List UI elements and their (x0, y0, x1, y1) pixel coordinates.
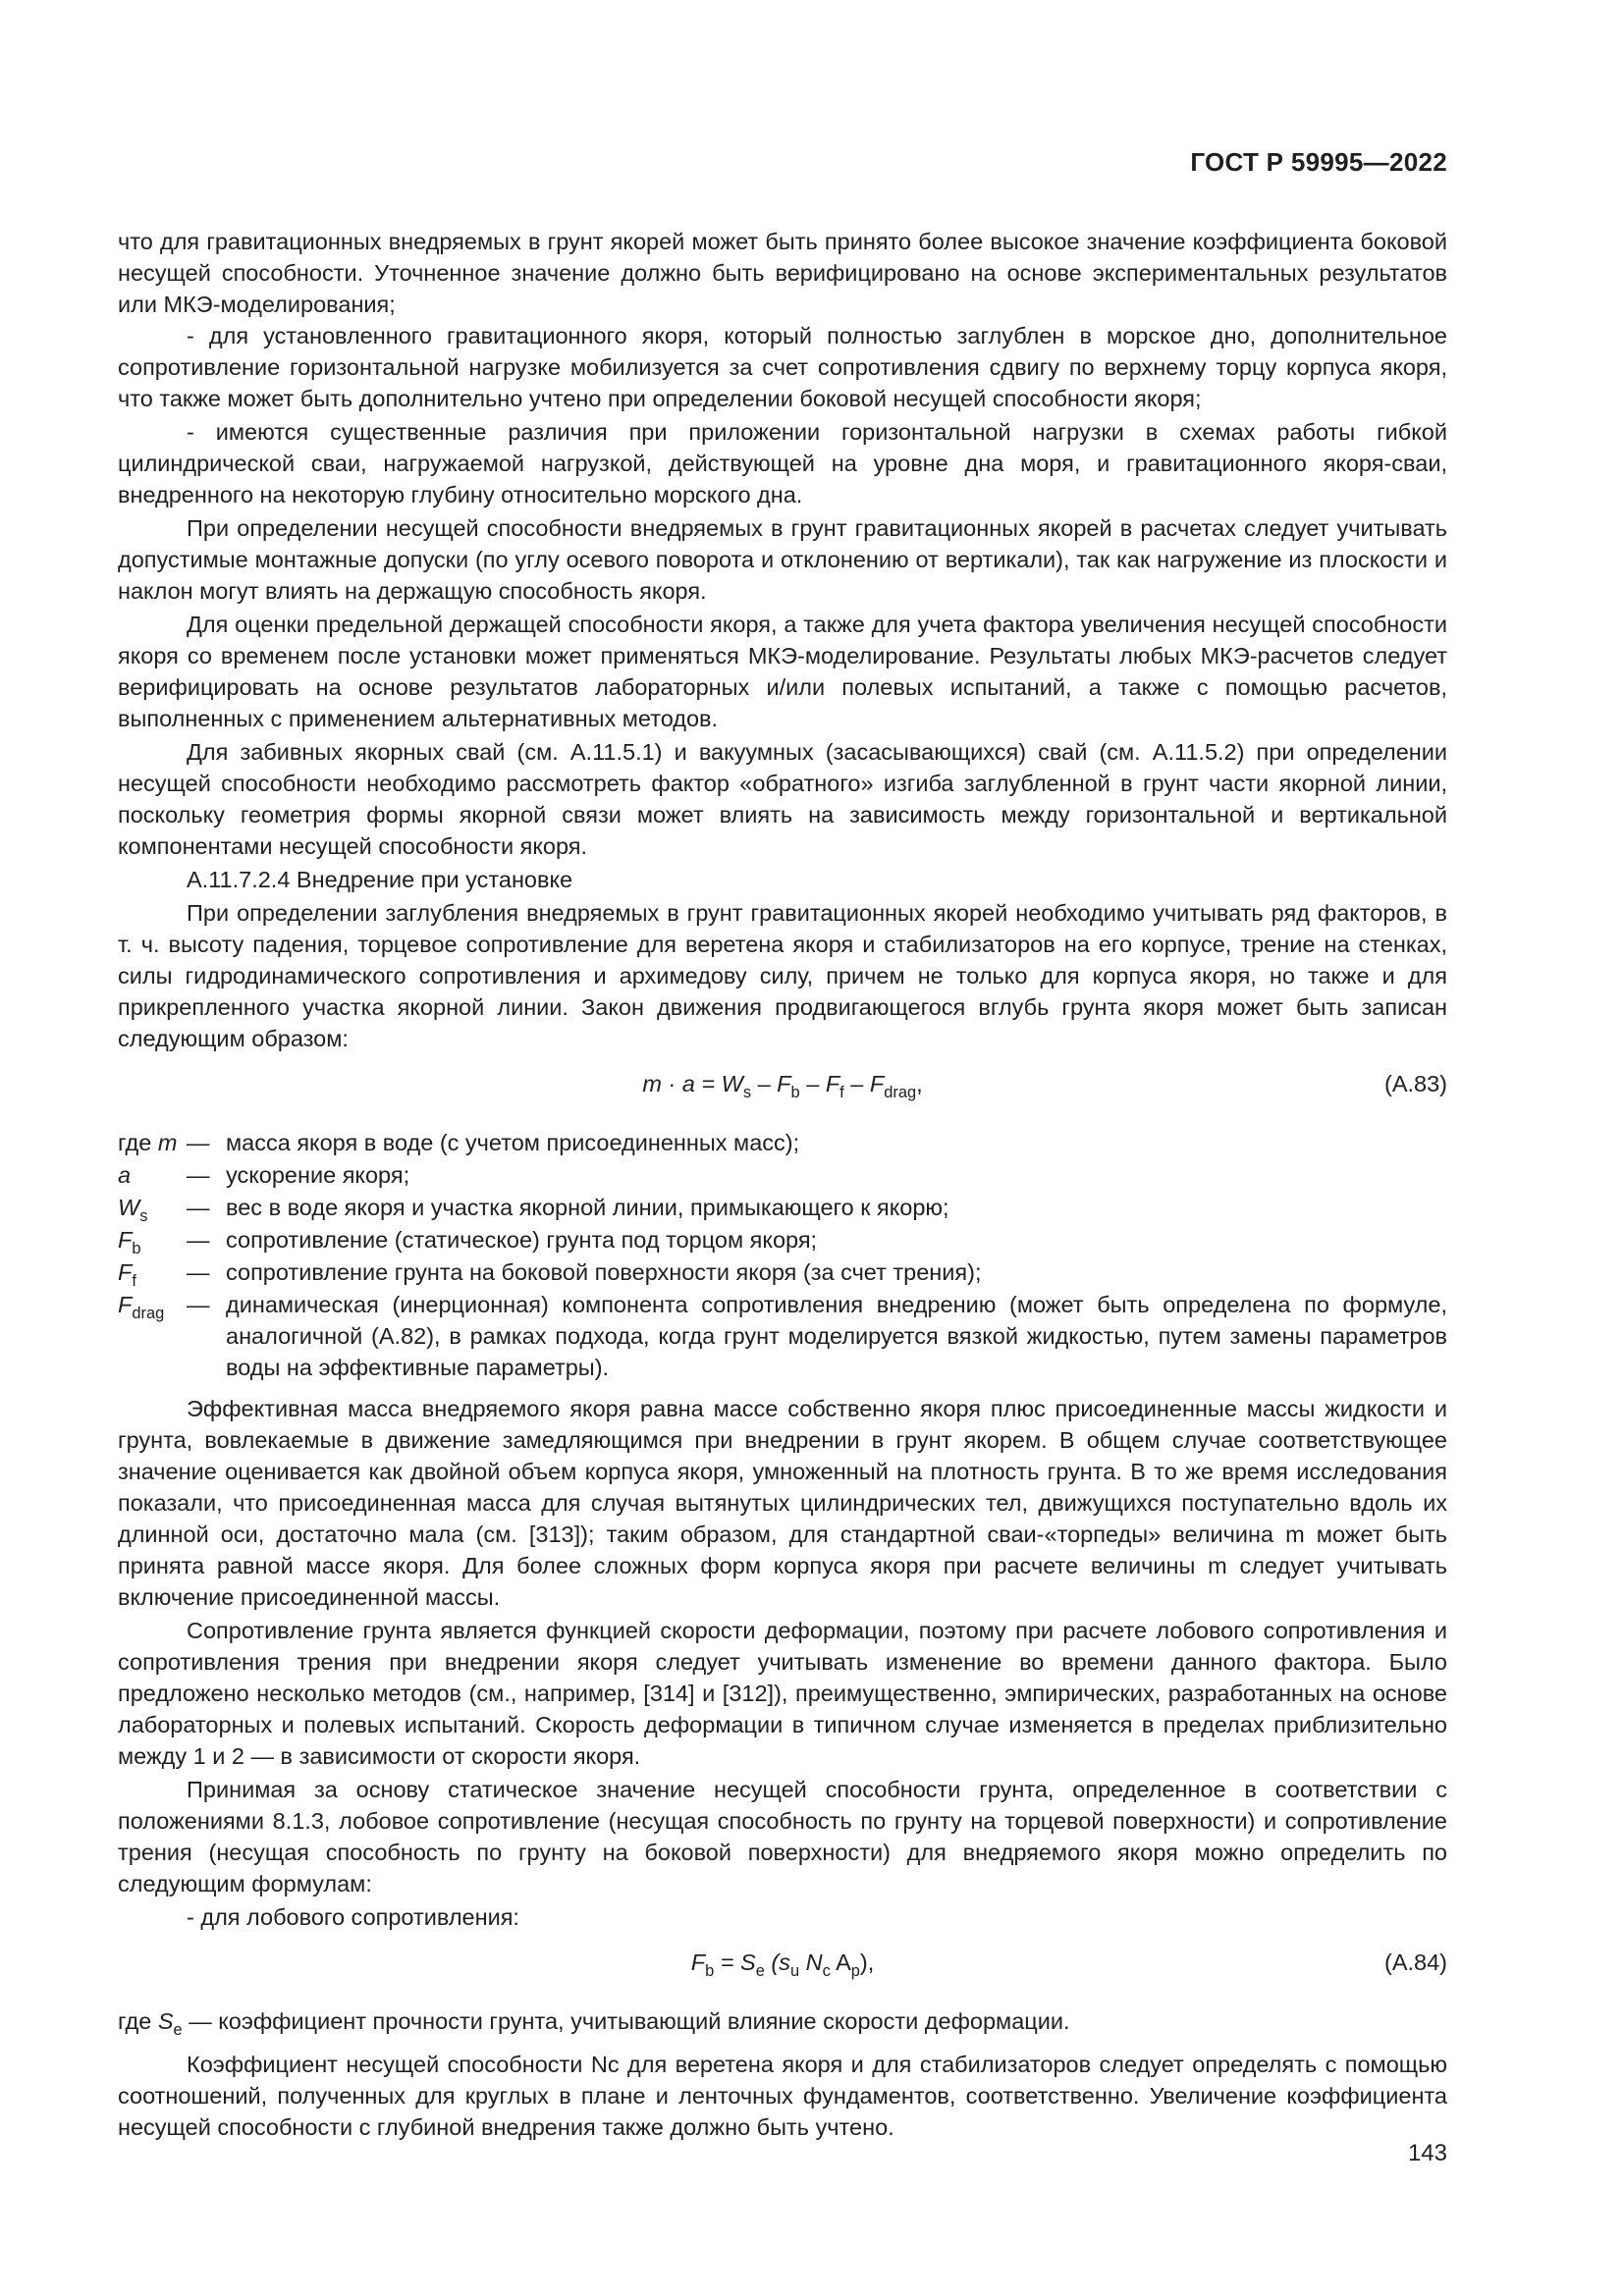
paragraph-6: Для забивных якорных свай (см. А.11.5.1) и вакуумных (засасывающихся) свай (см. А.11.5.2) при определении несущей способности необходимо рассмотреть фактор «обратного» изгиба заглубленной в грунт части якорной линии, поскольку геометрия формы якорной связи может влиять на зависимость между горизонтальной и вертикальной компонентами несущей способности якоря. (118, 739, 1447, 859)
paragraph-10: Принимая за основу статическое значение несущей способности грунта, определенное в соответствии с положениями 8.1.3, лобовое сопротивление (несущая способность по грунту на торцевой поверхности) и сопротивление трения (несущая способность по грунту на боковой поверхности) для внедряемого якоря можно определить по следующим формулам: (118, 1777, 1447, 1896)
legend-row: $F_b$ — сопротивление (статическое) грунта под торцом якоря; (118, 1224, 1447, 1255)
paragraph-12: Коэффициент несущей способности Nc для веретена якоря и для стабилизаторов следует определять с помощью соотношений, полученных для круглых в плане и ленточных фундаментов, соответственно. Увеличение коэффициента несущей способности с глубиной внедрения также должно быть учтено. (118, 2052, 1447, 2140)
legend-text: масса якоря в воде (с учетом присоединенных масс); (226, 1130, 800, 1155)
legend-text: сопротивление грунта на боковой поверхности якоря (за счет трения); (226, 1259, 982, 1285)
section-heading: А.11.7.2.4 Внедрение при установке (187, 867, 573, 892)
paragraph-2: - для установленного гравитационного якоря, который полностью заглублен в морское дно, дополнительное сопротивление горизонтальной нагрузке мобилизуется за счет сопротивления сдвигу по верхнему торцу корпуса якоря, что также может быть дополнительно учтено при определении боковой несущей способности якоря; (118, 323, 1447, 411)
legend-symbol: $F_{drag}$ (118, 1292, 165, 1322)
document-header: ГОСТ Р 59995—2022 (1190, 147, 1447, 177)
legend-symbol: $F_b$ (118, 1227, 141, 1257)
legend-symbol: где m (118, 1130, 178, 1155)
page-content (118, 226, 1447, 2145)
legend-symbol: $W_s$ (118, 1195, 148, 1225)
equation-a84-body: $F_b = S_e$ ($s_u$ $N_c$ $A_p$), (690, 1949, 875, 1980)
paragraph-1: что для гравитационных внедряемых в грунт якорей может быть принято более высокое значение коэффициента боковой несущей способности. Уточненное значение должно быть верифицировано на основе экспериментальных результатов или МКЭ-моделирования; (118, 229, 1447, 317)
paragraph-4: При определении несущей способности внедряемых в грунт гравитационных якорей в расчетах следует учитывать допустимые монтажные допуски (по углу осевого поворота и отклонению от вертикали), так как нагружение из плоскости и наклон могут влиять на держащую способность якоря. (118, 515, 1447, 604)
legend-row: $W_s$ — вес в воде якоря и участка якорной линии, примыкающего к якорю; (118, 1192, 1447, 1223)
symbol-legend (118, 1127, 1447, 1383)
paragraph-11: - для лобового сопротивления: (187, 1904, 519, 1930)
paragraph-7: При определении заглубления внедряемых в грунт гравитационных якорей необходимо учитывать ряд факторов, в т. ч. высоту падения, торцевое сопротивление для веретена якоря и стабилизаторов на его корпусе, трение на стенках, силы гидродинамического сопротивления и архимедову силу, причем не только для корпуса якоря, но также и для прикрепленного участка якорной линии. Закон движения продвигающегося вглубь грунта якоря может быть записан следующим образом: (118, 900, 1447, 1051)
legend-text: вес в воде якоря и участка якорной линии, примыкающего к якорю; (226, 1195, 949, 1220)
legend-row: $F_{drag}$ — динамическая (инерционная) компонента сопротивления внедрению (может быть определена по формуле, аналогичной (А.82), в рамках подхода, когда грунт моделируется вязкой жидкостью, путем замены параметров воды на эффективные параметры). (118, 1289, 1447, 1383)
page-number: 143 (1407, 2140, 1447, 2166)
legend-row: a — ускорение якоря; (118, 1159, 1447, 1191)
equation-a84-number: (А.84) (1384, 1949, 1447, 1975)
paragraph-9: Сопротивление грунта является функцией скорости деформации, поэтому при расчете лобового сопротивления и сопротивления трения при внедрении якоря следует учитывать изменение во времени данного фактора. Было предложено несколько методов (см., например, [314] и [312]), преимущественно, эмпирических, разработанных на основе лабораторных и полевых испытаний. Скорость деформации в типичном случае изменяется в пределах приблизительно между 1 и 2 — в зависимости от скорости якоря. (118, 1618, 1447, 1769)
legend-text: ускорение якоря; (226, 1162, 410, 1188)
equation-a83-number: (А.83) (1384, 1071, 1447, 1096)
legend-row: $F_f$ — сопротивление грунта на боковой поверхности якоря (за счет трения); (118, 1256, 1447, 1288)
equation-a83-body: $m \cdot a = W_s - F_b - F_f - F_{drag}$, (642, 1071, 923, 1101)
legend-symbol: $F_f$ (118, 1259, 136, 1290)
legend-symbol: a (118, 1162, 132, 1188)
paragraph-3: - имеются существенные различия при приложении горизонтальной нагрузки в схемах работы гибкой цилиндрической сваи, нагружаемой нагрузкой, действующей на уровне дна моря, и гравитационного якоря-сваи, внедренного на некоторую глубину относительно морского дна. (118, 419, 1447, 507)
equation-a84-where: где $S_e$ — коэффициент прочности грунта, учитывающий влияние скорости деформации. (118, 2008, 1070, 2039)
legend-row: где m — масса якоря в воде (с учетом присоединенных масс); (118, 1127, 1447, 1158)
legend-text: сопротивление (статическое) грунта под торцом якоря; (226, 1227, 818, 1253)
legend-text: динамическая (инерционная) компонента сопротивления внедрению (может быть определена по формуле, аналогичной (А.82), в рамках подхода, когда грунт моделируется вязкой жидкостью, путем замены параметров воды на эффективные параметры). (226, 1292, 1447, 1380)
paragraph-5: Для оценки предельной держащей способности якоря, а также для учета фактора увеличения несущей способности якоря со временем после установки может применяться МКЭ-моделирование. Результаты любых МКЭ-расчетов следует верифицировать на основе результатов лабораторных и/или полевых испытаний, а также с помощью расчетов, выполненных с применением альтернативных методов. (118, 612, 1447, 731)
equation-a83 (118, 1068, 1447, 1107)
equation-a84 (118, 1947, 1447, 1986)
paragraph-8: Эффективная масса внедряемого якоря равна массе собственно якоря плюс присоединенные массы жидкости и грунта, вовлекаемые в движение замедляющимся при внедрении в грунт якорем. В общем случае соответствующее значение оценивается как двойной объем корпуса якоря, умноженный на плотность грунта. В то же время исследования показали, что присоединенная масса для случая вытянутых цилиндрических тел, движущихся поступательно вдоль их длинной оси, достаточно мала (см. [313]); таким образом, для стандартной сваи-«торпеды» величина m может быть принята равной массе якоря. Для более сложных форм корпуса якоря при расчете величины m следует учитывать включение присоединенной массы. (118, 1396, 1447, 1610)
